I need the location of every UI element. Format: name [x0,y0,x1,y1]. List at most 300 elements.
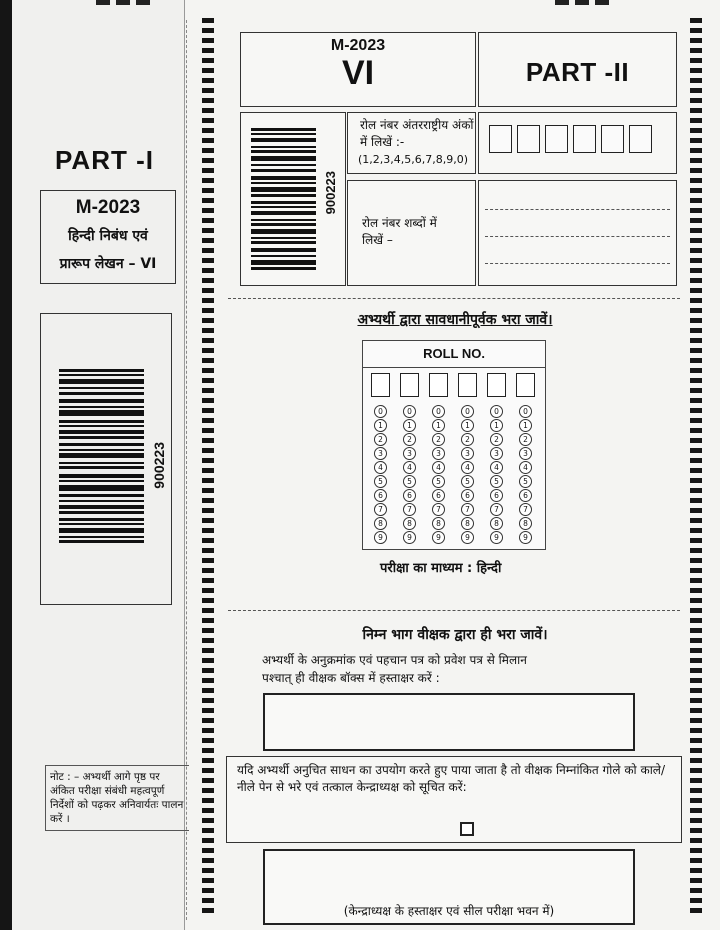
timing-mark [690,468,702,473]
roll-no-bubble[interactable]: 6 [519,489,532,502]
timing-mark [202,58,214,63]
roll-no-bubble[interactable]: 5 [432,475,445,488]
timing-mark [202,578,214,583]
roll-digit-box[interactable] [545,125,568,153]
timing-mark [202,688,214,693]
timing-mark [202,428,214,433]
timing-mark [202,278,214,283]
timing-mark [202,408,214,413]
barcode-bar [59,436,144,439]
roll-no-bubble[interactable]: 3 [461,447,474,460]
timing-mark [202,528,214,533]
roll-no-bubble[interactable]: 5 [519,475,532,488]
roll-no-bubble[interactable]: 7 [461,503,474,516]
stub-code: M-2023 [75,197,141,218]
invigilator-heading: निम्न भाग वीक्षक द्वारा ही भरा जावें। [362,627,548,643]
timing-mark [690,378,702,383]
timing-mark [202,88,214,93]
roll-no-bubble[interactable]: 6 [403,489,416,502]
timing-mark [690,488,702,493]
roll-no-bubble[interactable]: 6 [490,489,503,502]
timing-mark [690,638,702,643]
timing-mark [202,508,214,513]
timing-mark [690,668,702,673]
barcode-bar [59,443,144,446]
timing-mark [690,608,702,613]
timing-mark [690,558,702,563]
timing-mark [690,228,702,233]
timing-mark [202,728,214,733]
roll-no-box[interactable] [458,373,477,397]
header-code-box [240,32,476,107]
timing-mark [690,358,702,363]
timing-mark [202,598,214,603]
timing-mark [202,808,214,813]
timing-mark [690,848,702,853]
timing-mark [202,788,214,793]
roll-no-bubble[interactable]: 6 [432,489,445,502]
timing-mark [690,598,702,603]
timing-mark [202,658,214,663]
barcode-bar [251,237,316,239]
roll-digit-box[interactable] [573,125,596,153]
timing-mark [202,338,214,343]
timing-mark [690,328,702,333]
timing-mark [202,758,214,763]
timing-mark [690,418,702,423]
timing-mark [202,878,214,883]
timing-mark [202,858,214,863]
timing-mark [690,808,702,813]
barcode-bar [59,392,144,395]
roll-barcode-number: 900223 [323,171,338,215]
timing-mark [690,398,702,403]
roll-no-box[interactable] [400,373,419,397]
barcode-bar [59,420,144,423]
timing-mark [690,178,702,183]
timing-mark [690,688,702,693]
top-marks-left [96,0,156,5]
timing-mark [690,908,702,913]
timing-mark [690,658,702,663]
barcode-bar [251,241,316,244]
verify-line2: पश्चात् ही वीक्षक बॉक्स में हस्ताक्षर करें : [262,671,440,685]
barcode-bar [59,387,144,389]
barcode-bar [59,540,144,543]
roll-no-box[interactable] [516,373,535,397]
timing-mark [202,178,214,183]
stub-barcode-number: 900223 [151,442,167,489]
roll-no-bubble[interactable]: 3 [432,447,445,460]
roll-no-box[interactable] [371,373,390,397]
timing-mark [690,218,702,223]
timing-mark [202,378,214,383]
roll-no-bubble[interactable]: 2 [432,433,445,446]
stub-subject-line1: हिन्दी निबंध एवं [68,228,148,244]
roll-no-bubble[interactable]: 1 [519,419,532,432]
timing-mark [202,18,214,23]
timing-mark [690,118,702,123]
barcode-bar [251,223,316,226]
timing-mark [202,328,214,333]
timing-mark [202,258,214,263]
barcode-bar [59,449,144,451]
timing-mark [690,778,702,783]
invigilator-signature-box[interactable] [263,693,635,751]
roll-digit-box[interactable] [517,125,540,153]
timing-mark [690,478,702,483]
timing-mark [690,568,702,573]
barcode-bar [59,453,144,458]
timing-mark [690,898,702,903]
roll-no-bubble[interactable]: 2 [374,433,387,446]
header-set: VI [341,54,375,92]
barcode-bar [59,523,144,525]
timing-mark [690,678,702,683]
barcode-bar [59,399,144,403]
timing-mark [202,48,214,53]
timing-mark [690,828,702,833]
timing-mark [202,108,214,113]
timing-mark [202,698,214,703]
timing-mark [690,548,702,553]
roll-words-instruction: रोल नंबर शब्दों में लिखें – [362,216,437,247]
header-code: M-2023 [330,37,386,54]
candidate-heading: अभ्यर्थी द्वारा सावधानीपूर्वक भरा जावें। [357,312,553,328]
roll-no-bubble[interactable]: 3 [490,447,503,460]
perforation-line [186,20,187,920]
roll-no-bubble[interactable]: 8 [519,517,532,530]
timing-mark [690,458,702,463]
timing-mark [202,738,214,743]
roll-no-bubble[interactable]: 1 [461,419,474,432]
timing-mark [690,268,702,273]
barcode-bar [251,206,316,208]
timing-mark [690,368,702,373]
timing-mark [202,68,214,73]
header-part2-box [478,32,677,107]
roll-no-bubble[interactable]: 9 [432,531,445,544]
barcode-bar [251,156,316,161]
roll-no-bubble[interactable]: 7 [432,503,445,516]
timing-mark [202,618,214,623]
barcode-bar [251,229,316,234]
roll-barcode-box [240,112,346,286]
roll-no-bubble[interactable]: 0 [490,405,503,418]
timing-mark [202,388,214,393]
timing-mark [690,578,702,583]
exam-medium: परीक्षा का माध्यम : हिन्दी [380,561,502,576]
timing-marks-right [690,18,704,918]
timing-mark [690,648,702,653]
timing-mark [690,318,702,323]
timing-mark [690,18,702,23]
timing-mark [690,508,702,513]
barcode-bar [59,425,144,427]
timing-mark [202,228,214,233]
barcode-bar [59,485,144,491]
timing-mark [202,298,214,303]
barcode-bar [59,494,144,497]
barcode-bar [251,260,316,265]
timing-mark [202,478,214,483]
roll-no-bubble[interactable]: 1 [374,419,387,432]
roll-no-bubble[interactable]: 0 [403,405,416,418]
timing-mark [690,278,702,283]
timing-mark [202,218,214,223]
timing-mark [202,668,214,673]
roll-no-bubble[interactable]: 8 [403,517,416,530]
timing-mark [202,768,214,773]
roll-no-bubble[interactable]: 2 [461,433,474,446]
roll-no-bubble[interactable]: 9 [403,531,416,544]
roll-digits-instruction: रोल नंबर अंतरराष्ट्रीय अंकों में लिखें :- [360,118,474,149]
barcode-bar [251,150,316,153]
timing-mark [690,768,702,773]
centre-signature-box[interactable] [263,849,635,925]
roll-no-bubble[interactable]: 8 [461,517,474,530]
timing-mark [202,78,214,83]
barcode-bar [251,182,316,184]
timing-mark [202,818,214,823]
timing-mark [202,568,214,573]
roll-digit-box[interactable] [629,125,652,153]
barcode-bar [59,374,144,376]
roll-no-bubble[interactable]: 1 [490,419,503,432]
timing-mark [690,208,702,213]
barcode-bar [59,462,144,464]
barcode-bar [251,211,316,215]
timing-mark [690,298,702,303]
timing-mark [202,368,214,373]
barcode-bar [251,267,316,270]
roll-no-bubble[interactable]: 8 [490,517,503,530]
roll-no-bubble[interactable]: 5 [461,475,474,488]
timing-mark [202,308,214,313]
timing-mark [202,458,214,463]
timing-mark [690,518,702,523]
roll-no-bubble[interactable]: 2 [490,433,503,446]
timing-mark [690,698,702,703]
barcode-bar [251,194,316,197]
roll-no-bubble[interactable]: 4 [403,461,416,474]
timing-mark [690,708,702,713]
unfair-means-bubble[interactable] [460,822,474,836]
roll-no-bubble[interactable]: 9 [519,531,532,544]
timing-mark [690,588,702,593]
barcode-bar [251,169,316,172]
part1-label: PART -I [55,145,154,175]
timing-mark [202,748,214,753]
unfair-means-box [226,756,682,843]
roll-no-bubble[interactable]: 8 [374,517,387,530]
timing-mark [202,848,214,853]
roll-no-bubble[interactable]: 1 [432,419,445,432]
timing-mark [690,98,702,103]
timing-mark [202,318,214,323]
timing-mark [690,128,702,133]
roll-digits-label-box [347,112,476,174]
timing-mark [202,588,214,593]
timing-mark [202,798,214,803]
barcode-bar [251,248,316,252]
timing-mark [690,888,702,893]
timing-mark [202,398,214,403]
timing-mark [690,78,702,83]
timing-mark [202,128,214,133]
roll-digit-box[interactable] [489,125,512,153]
timing-mark [690,748,702,753]
roll-digit-box[interactable] [601,125,624,153]
timing-mark [690,88,702,93]
timing-mark [202,238,214,243]
roll-no-bubble[interactable]: 7 [403,503,416,516]
timing-mark [690,628,702,633]
timing-mark [690,288,702,293]
stub-marks [182,60,188,120]
roll-no-bubble[interactable]: 3 [519,447,532,460]
timing-mark [690,618,702,623]
roll-no-bubble[interactable]: 0 [519,405,532,418]
timing-mark [690,798,702,803]
timing-mark [202,118,214,123]
timing-mark [202,838,214,843]
timing-marks-left [202,18,216,918]
timing-mark [202,168,214,173]
timing-mark [202,548,214,553]
timing-mark [690,68,702,73]
barcode-bar [251,128,316,131]
barcode-bar [59,500,144,502]
timing-mark [690,258,702,263]
timing-mark [690,838,702,843]
roll-no-bubble[interactable]: 5 [374,475,387,488]
stub-subject-box [40,190,176,284]
timing-mark [202,648,214,653]
roll-no-bubble[interactable]: 9 [490,531,503,544]
timing-mark [202,828,214,833]
roll-digits-input-box [478,112,677,174]
roll-no-bubble[interactable]: 4 [490,461,503,474]
roll-no-bubble[interactable]: 7 [490,503,503,516]
timing-mark [202,158,214,163]
roll-no-bubble[interactable]: 6 [374,489,387,502]
roll-no-bubble[interactable]: 4 [432,461,445,474]
roll-no-bubble[interactable]: 7 [519,503,532,516]
timing-mark [690,408,702,413]
barcode-bar [251,187,316,192]
timing-mark [690,538,702,543]
roll-no-bubble[interactable]: 5 [490,475,503,488]
barcode-bar [251,176,316,180]
timing-mark [690,188,702,193]
timing-mark [202,638,214,643]
timing-mark [202,708,214,713]
roll-no-bubble[interactable]: 8 [432,517,445,530]
section-divider-2 [228,610,680,611]
timing-mark [202,38,214,43]
timing-mark [202,28,214,33]
stub-barcode [40,313,172,605]
roll-no-bubble[interactable]: 1 [403,419,416,432]
roll-no-bubble[interactable]: 4 [374,461,387,474]
timing-mark [690,158,702,163]
barcode-bar [59,511,144,514]
barcode-bar [59,369,144,372]
roll-no-bubble[interactable]: 2 [519,433,532,446]
section-divider-1 [228,298,680,299]
timing-mark [690,758,702,763]
timing-mark [202,138,214,143]
barcode-bar [59,480,144,482]
barcode-bar [251,133,316,135]
roll-no-bubble[interactable]: 4 [461,461,474,474]
timing-mark [690,818,702,823]
barcode-bar [251,146,316,148]
barcode-bar [59,406,144,408]
timing-mark [690,728,702,733]
timing-mark [202,488,214,493]
roll-no-bubble[interactable]: 6 [461,489,474,502]
barcode-bar [251,219,316,221]
unfair-means-text: यदि अभ्यर्थी अनुचित साधन का उपयोग करते हुए पाया जाता है तो वीक्षक निम्नांकित गोले को काले/नीले पेन से भरे एवं तत्काल केन्द्राध्यक्ष को सूचित करें: [237,763,665,794]
timing-mark [202,558,214,563]
roll-no-bubble[interactable]: 4 [519,461,532,474]
timing-mark [690,28,702,33]
timing-mark [202,348,214,353]
timing-mark [690,388,702,393]
roll-no-bubble[interactable]: 9 [374,531,387,544]
barcode-bar [251,138,316,142]
timing-mark [690,248,702,253]
roll-no-bubble[interactable]: 3 [374,447,387,460]
barcode-bar [59,528,144,533]
roll-no-bubble[interactable]: 0 [374,405,387,418]
roll-no-box[interactable] [429,373,448,397]
timing-mark [202,208,214,213]
timing-mark [690,428,702,433]
timing-mark [690,858,702,863]
timing-mark [202,888,214,893]
timing-mark [690,198,702,203]
roll-no-bubble[interactable]: 5 [403,475,416,488]
barcode-bar [59,474,144,478]
timing-mark [690,38,702,43]
roll-no-bubble[interactable]: 0 [432,405,445,418]
roll-no-bubble[interactable]: 0 [461,405,474,418]
barcode-bar [251,201,316,204]
centre-signature-label: (केन्द्राध्यक्ष के हस्ताक्षर एवं सील परीक्षा भवन में) [343,904,555,918]
timing-mark [690,438,702,443]
roll-no-bubble[interactable]: 2 [403,433,416,446]
barcode-bar [59,379,144,384]
roll-no-box[interactable] [487,373,506,397]
barcode-bar [251,255,316,257]
roll-no-bubble[interactable]: 9 [461,531,474,544]
timing-mark [202,448,214,453]
barcode-bar [59,430,144,434]
timing-mark [202,288,214,293]
timing-mark [202,248,214,253]
timing-mark [202,908,214,913]
timing-mark [690,718,702,723]
timing-mark [202,438,214,443]
stub-subject-line2: प्रारूप लेखन – VI [59,256,157,272]
roll-no-bubble[interactable]: 3 [403,447,416,460]
roll-no-bubble[interactable]: 7 [374,503,387,516]
barcode-bar [59,505,144,509]
roll-words-input-box[interactable] [478,180,677,286]
